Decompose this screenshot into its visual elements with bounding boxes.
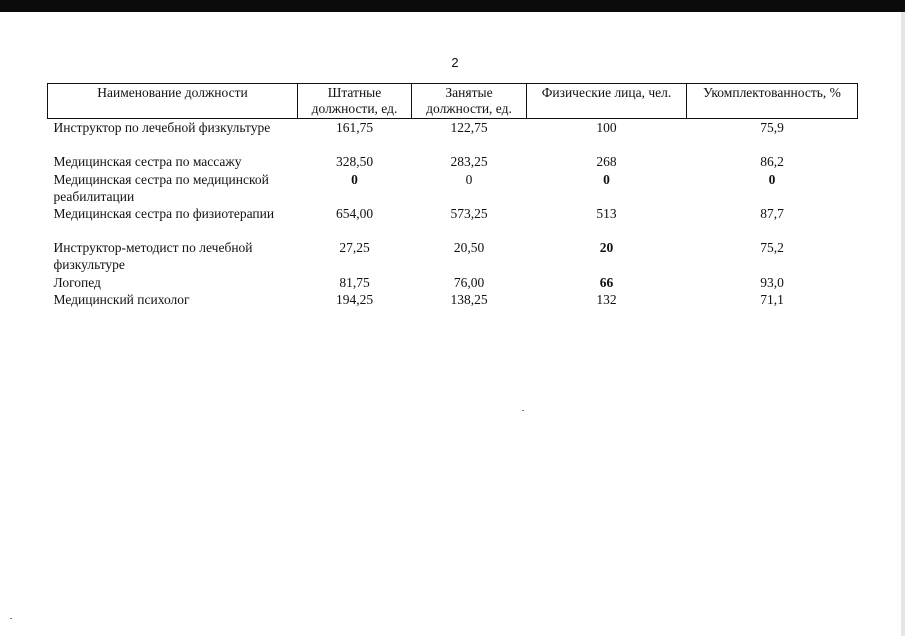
cell-position-name: Инструктор-методист по лечебной физкультуре	[53, 239, 253, 272]
cell-occupied-positions: 20,50	[453, 239, 485, 255]
cell-occupied-positions: 122,75	[450, 120, 488, 135]
table-row	[48, 291, 858, 308]
table-row	[48, 239, 858, 274]
cell-position-name: Медицинская сестра по массажу	[53, 153, 242, 169]
cell-individuals: 20	[599, 239, 614, 255]
cell-staff-positions: 81,75	[339, 274, 370, 290]
header-staff-positions: Штатные должности, ед.	[298, 84, 412, 119]
staffing-table	[47, 83, 858, 308]
cell-staffing-percent: 93,0	[760, 274, 784, 290]
header-staffing-percent: Укомплектованность, %	[687, 84, 858, 119]
cell-staffing-percent: 86,2	[760, 153, 784, 169]
cell-occupied-positions: 138,25	[450, 291, 488, 307]
cell-staff-positions: 654,00	[335, 205, 374, 221]
cell-occupied-positions: 76,00	[453, 274, 485, 290]
table-row	[48, 119, 858, 153]
cell-staffing-percent: 75,9	[760, 120, 784, 135]
cell-occupied-positions: 0	[465, 171, 473, 187]
scan-top-band	[0, 0, 905, 12]
cell-individuals: 100	[596, 120, 617, 135]
cell-staffing-percent: 71,1	[760, 291, 784, 307]
cell-position-name: Медицинская сестра по медицинской реабилитации	[53, 171, 269, 204]
scan-speck	[522, 410, 524, 411]
table-row	[48, 205, 858, 239]
cell-individuals: 132	[596, 291, 617, 307]
cell-occupied-positions: 573,25	[450, 205, 488, 221]
header-occupied-positions: Занятые должности, ед.	[412, 84, 527, 119]
cell-position-name: Логопед	[53, 274, 101, 290]
cell-individuals: 513	[596, 205, 617, 221]
cell-staff-positions: 27,25	[339, 239, 370, 255]
table-row	[48, 274, 858, 291]
cell-position-name: Медицинский психолог	[53, 291, 190, 307]
cell-position-name: Медицинская сестра по физиотерапии	[53, 205, 275, 221]
cell-staffing-percent: 0	[768, 171, 776, 187]
cell-individuals: 66	[599, 274, 614, 290]
page-number: 2	[451, 55, 459, 70]
cell-staff-positions: 0	[351, 171, 358, 187]
cell-individuals: 268	[596, 153, 617, 169]
table-row	[48, 171, 858, 205]
cell-staff-positions: 328,50	[335, 153, 374, 169]
cell-staff-positions: 194,25	[335, 291, 374, 307]
table-row	[48, 153, 858, 171]
header-individuals: Физические лица, чел.	[527, 84, 687, 119]
cell-position-name: Инструктор по лечебной физкультуре	[53, 120, 271, 135]
cell-staffing-percent: 87,7	[760, 205, 784, 221]
scan-speck	[10, 618, 12, 619]
header-position-name: Наименование должности	[48, 84, 298, 119]
cell-staff-positions: 161,75	[335, 120, 374, 135]
cell-individuals: 0	[603, 171, 610, 187]
scan-right-edge	[901, 12, 905, 636]
cell-staffing-percent: 75,2	[760, 239, 784, 255]
cell-occupied-positions: 283,25	[450, 153, 488, 169]
table-header-row	[48, 84, 858, 119]
